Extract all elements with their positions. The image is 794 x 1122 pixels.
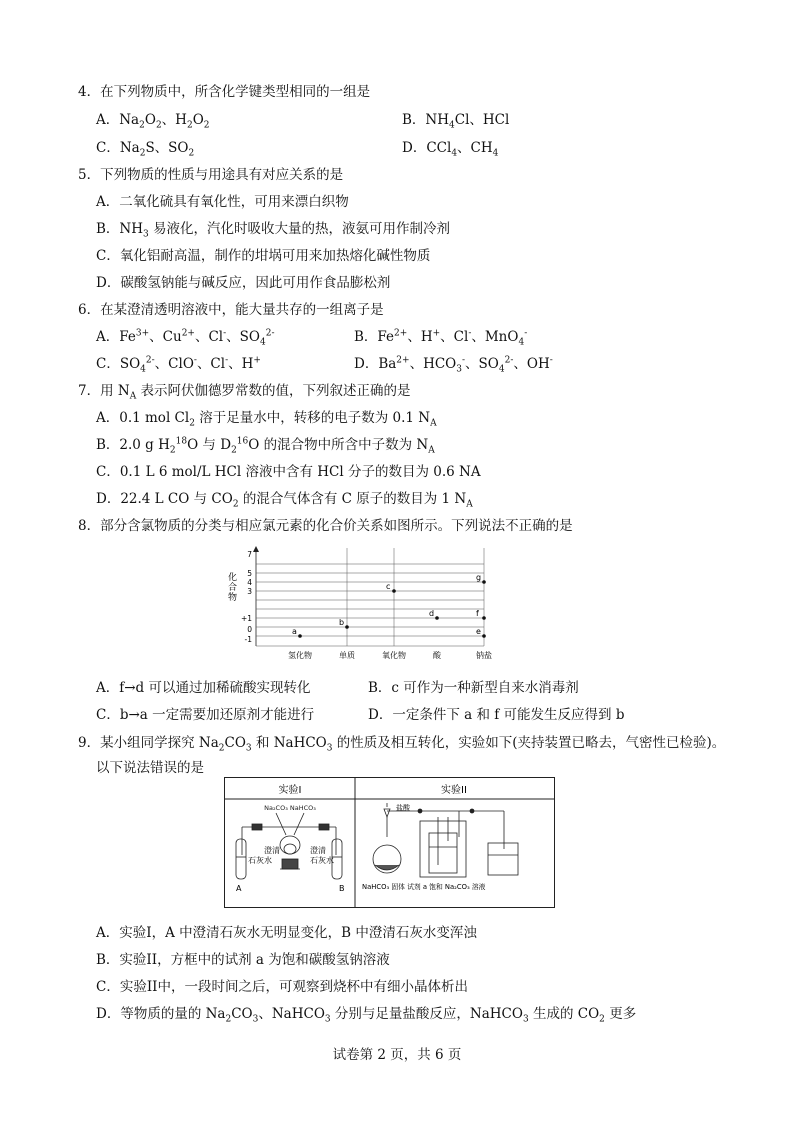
- y-tick-7: 7: [247, 550, 252, 559]
- y-tick-0: 0: [247, 625, 252, 634]
- q6-option-b: B．$Fe^{2+}$、H+、Cl-、MnO$_4$-: [354, 328, 528, 348]
- x-label-oxide: 氧化物: [382, 651, 406, 660]
- exp1-reagents: Na₂CO₃ NaHCO₃: [264, 804, 316, 812]
- point-label-c: c: [386, 582, 391, 591]
- q8-option-d: D．一定条件下 a 和 f 可能发生反应得到 b: [368, 707, 625, 723]
- tube-b-label: B: [339, 884, 345, 893]
- acid-label: 盐酸: [396, 804, 410, 812]
- x-label-hydride: 氢化物: [288, 651, 312, 660]
- y-tick-4: 4: [247, 578, 252, 587]
- q7-stem: 7．用 $N_A$ 表示阿伏伽德罗常数的值，下列叙述正确的是: [78, 383, 411, 402]
- y-tick-3: 3: [247, 587, 252, 596]
- point-b: [345, 625, 349, 629]
- y-tick-minus1: -1: [244, 635, 252, 644]
- experiment-2-apparatus: [373, 803, 518, 877]
- point-label-e: e: [476, 627, 481, 636]
- exp2-caption: NaHCO₃ 固体 试剂 a 饱和 Na₂CO₃ 溶液: [362, 883, 486, 891]
- q6-stem: 6．在某澄清透明溶液中，能大量共存的一组离子是: [78, 302, 384, 318]
- lime-left-1: 澄清: [264, 846, 280, 855]
- q8-option-c: C．b→a 一定需要加还原剂才能进行: [96, 707, 315, 723]
- q4-option-a: A．$Na_2O_2$、$H_2O_2$: [96, 112, 210, 131]
- experiment-figure: [224, 777, 555, 908]
- q4-option-d: D．CCl$_4$、$CH_4$: [402, 140, 499, 159]
- point-label-d: d: [429, 609, 435, 618]
- point-e: [482, 634, 486, 638]
- point-d: [435, 616, 439, 620]
- q7-option-b: B．2.0 g $H_2^{18}O$ 与 $D_2^{16}O$ 的混合物中所含中子数为 $N_A$: [96, 436, 435, 456]
- q9-option-b: B．实验II，方框中的试剂 a 为饱和碳酸氢钠溶液: [96, 952, 390, 968]
- experiment-2-title: 实验II: [441, 785, 467, 796]
- q9-stem-continued: 以下说法错误的是: [96, 760, 204, 776]
- q6-option-c: C．$SO_4^{2-}$、ClO-、Cl-、H+: [96, 355, 261, 375]
- y-label-2: 合: [228, 583, 238, 593]
- q5-stem: 5．下列物质的性质与用途具有对应关系的是: [78, 167, 344, 183]
- q5-option-b: B．$NH_3$ 易液化，汽化时吸收大量的热，液氨可用作制冷剂: [96, 221, 451, 240]
- q5-option-a: A．二氧化硫具有氧化性，可用来漂白织物: [96, 194, 349, 210]
- q4-option-b: B．$NH_4Cl$、HCl: [402, 112, 510, 131]
- x-label-acid: 酸: [433, 651, 441, 660]
- y-tick-plus1: +1: [240, 614, 252, 623]
- q4-stem: 4．在下列物质中，所含化学键类型相同的一组是: [78, 84, 371, 100]
- q6-option-d: D．$Ba^{2+}$、$HCO_3^-$、$SO_4^{2-}$、OH-: [354, 355, 553, 375]
- q8-stem: 8．部分含氯物质的分类与相应氯元素的化合价关系如图所示。下列说法不正确的是: [78, 518, 573, 534]
- point-label-f: f: [476, 609, 479, 618]
- y-label-1: 化: [228, 573, 238, 583]
- tube-a-label: A: [236, 884, 242, 893]
- y-label-3: 物: [228, 593, 238, 603]
- point-c: [392, 589, 396, 593]
- valence-chart: [222, 544, 498, 664]
- q7-option-a: A．0.1 mol $Cl_2$ 溶于足量水中，转移的电子数为 0.1 $N_A$: [96, 410, 437, 429]
- x-label-sodium-salt: 钠盐: [476, 651, 492, 660]
- q8-option-b: B．c 可作为一种新型自来水消毒剂: [368, 680, 579, 696]
- q4-option-c: C．$Na_2S$、$SO_2$: [96, 140, 195, 159]
- q9-option-d: D．等物质的量的 $Na_2CO_3$、NaHCO$_3$ 分别与足量盐酸反应，NaHCO$_3$ 生成的 $CO_2$ 更多: [96, 1006, 637, 1025]
- q9-option-c: C．实验II中，一段时间之后，可观察到烧杯中有细小晶体析出: [96, 979, 468, 995]
- lime-left-2: 石灰水: [248, 856, 272, 865]
- point-f: [482, 616, 486, 620]
- q9-stem: 9．某小组同学探究 $Na_2CO_3$ 和 NaHCO$_3$ 的性质及相互转化，实验如下(夹持装置已略去，气密性已检验)。: [78, 735, 726, 754]
- page-footer: 试卷第 2 页，共 6 页: [332, 1047, 462, 1063]
- lime-right-2: 石灰水: [310, 856, 334, 865]
- point-label-b: b: [339, 618, 345, 627]
- point-g: [482, 580, 486, 584]
- point-a: [298, 634, 302, 638]
- q5-option-d: D．碳酸氢钠能与碱反应，因此可用作食品膨松剂: [96, 275, 391, 291]
- y-tick-5: 5: [247, 569, 252, 578]
- experiment-1-title: 实验I: [278, 785, 302, 796]
- x-label-element: 单质: [339, 651, 355, 660]
- q7-option-c: C．0.1 L 6 mol/L HCl 溶液中含有 HCl 分子的数目为 0.6 NA: [96, 464, 481, 480]
- q7-option-d: D．22.4 L CO 与 $CO_2$ 的混合气体含有 C 原子的数目为 1 $N_A$: [96, 491, 473, 510]
- q8-option-a: A．f→d 可以通过加稀硫酸实现转化: [96, 680, 311, 696]
- point-label-g: g: [476, 573, 482, 582]
- q9-option-a: A．实验I，A 中澄清石灰水无明显变化，B 中澄清石灰水变浑浊: [96, 925, 477, 941]
- q6-option-a: A．$Fe^{3+}$、$Cu^{2+}$、Cl-、$SO_4^{2-}$: [96, 328, 275, 348]
- experiment-1-apparatus: [236, 804, 342, 879]
- lime-right-1: 澄清: [310, 846, 326, 855]
- q5-option-c: C．氧化铝耐高温，制作的坩埚可用来加热熔化碱性物质: [96, 248, 431, 264]
- point-label-a: a: [292, 627, 297, 636]
